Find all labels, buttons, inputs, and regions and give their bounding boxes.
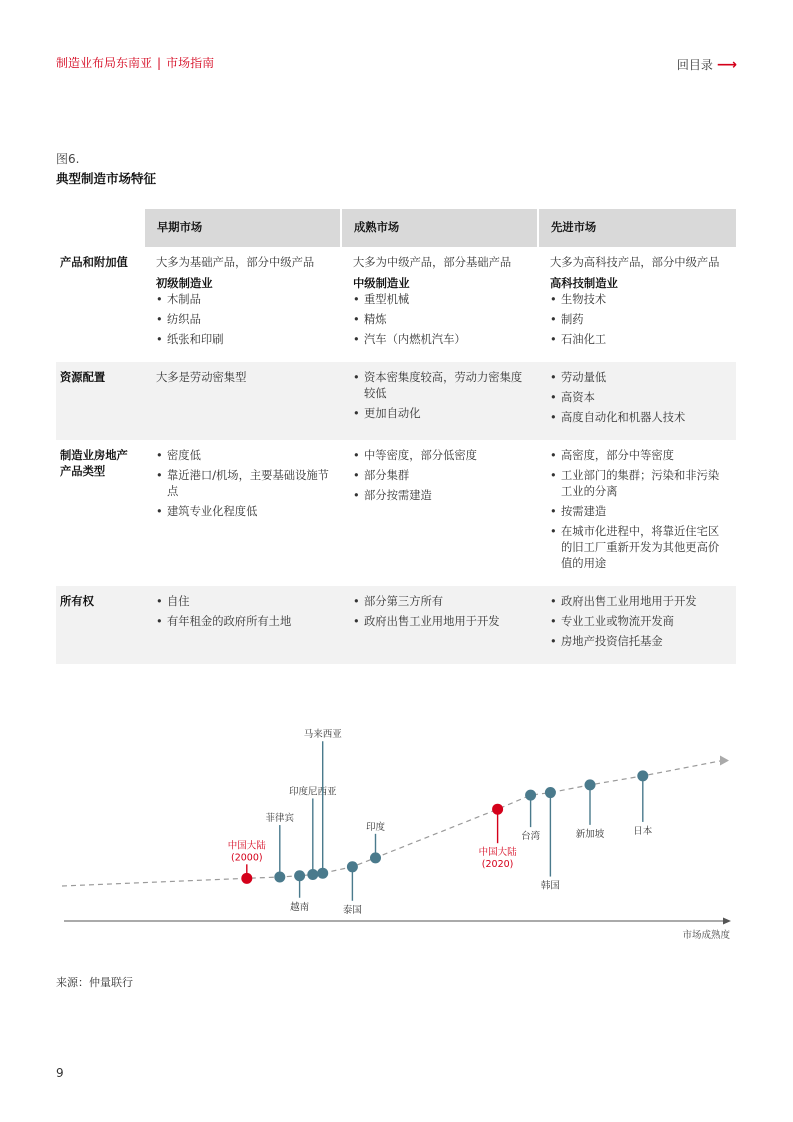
list-item: • 政府出售工业用地用于开发 xyxy=(353,614,526,630)
cell-subheading: 初级制造业 xyxy=(156,277,213,290)
table-cell xyxy=(144,247,341,362)
list-item: • 制药 xyxy=(550,312,724,328)
back-to-contents-link[interactable] xyxy=(677,56,737,73)
point-label: 印度 xyxy=(365,821,386,833)
cell-lead-text: 大多是劳动密集型 xyxy=(156,371,247,384)
list-item: • 有年租金的政府所有土地 xyxy=(156,614,329,630)
page-number: 9 xyxy=(56,1066,64,1080)
list-item: • 劳动量低 xyxy=(550,370,724,386)
list-item: • 部分集群 xyxy=(353,468,526,484)
list-item: • 自住 xyxy=(156,594,329,610)
table-cell xyxy=(538,247,736,362)
bullet-list xyxy=(353,594,526,630)
list-item: • 房地产投资信托基金 xyxy=(550,634,724,650)
table-row xyxy=(56,440,736,586)
data-point xyxy=(370,852,381,863)
list-item: • 工业部门的集群；污染和非污染工业的分离 xyxy=(550,468,724,500)
list-item: • 政府出售工业用地用于开发 xyxy=(550,594,724,610)
list-item: • 部分按需建造 xyxy=(353,488,526,504)
point-label: 中国大陆 xyxy=(478,847,517,859)
point-label: 中国大陆 xyxy=(227,840,266,852)
list-item: • 石油化工 xyxy=(550,332,724,348)
point-label: 韩国 xyxy=(540,880,560,892)
table-row xyxy=(56,362,736,440)
row-label: 产品和附加值 xyxy=(60,256,128,269)
bullet-list xyxy=(550,594,724,650)
section-title: 市场指南 xyxy=(166,56,215,70)
point-label: 泰国 xyxy=(342,904,362,916)
cell-lead-text: 大多为高科技产品，部分中级产品 xyxy=(550,256,720,269)
list-item: • 按需建造 xyxy=(550,504,724,520)
bullet-list xyxy=(353,370,526,422)
table-cell xyxy=(538,362,736,440)
header-separator: | xyxy=(157,56,162,70)
bullet-list xyxy=(550,448,724,572)
list-item: • 中等密度，部分低密度 xyxy=(353,448,526,464)
list-item: • 精炼 xyxy=(353,312,526,328)
data-point xyxy=(585,779,596,790)
table-cell xyxy=(538,586,736,664)
table-cell xyxy=(341,586,538,664)
maturity-curve xyxy=(62,761,722,886)
data-point xyxy=(307,869,318,880)
point-label: 马来西亚 xyxy=(303,729,342,741)
list-item: • 专业工业或物流开发商 xyxy=(550,614,724,630)
market-features-table xyxy=(56,209,736,664)
bullet-list xyxy=(156,292,329,348)
data-point xyxy=(294,870,305,881)
list-item: • 汽车（内燃机汽车） xyxy=(353,332,526,348)
list-item: • 生物技术 xyxy=(550,292,724,308)
list-item: • 纸张和印刷 xyxy=(156,332,329,348)
data-point xyxy=(545,787,556,798)
point-label: 日本 xyxy=(633,825,653,837)
data-point xyxy=(274,872,285,883)
cell-subheading: 高科技制造业 xyxy=(550,277,618,290)
table-cell xyxy=(538,440,736,586)
data-point xyxy=(492,804,503,815)
list-item: • 靠近港口/机场，主要基础设施节点 xyxy=(156,468,329,500)
figure-title: 典型制造市场特征 xyxy=(56,171,157,186)
document-title: 制造业布局东南亚 xyxy=(56,56,153,70)
table-corner xyxy=(56,209,144,247)
table-cell xyxy=(144,362,341,440)
point-label: 台湾 xyxy=(521,831,541,843)
list-item: • 高密度，部分中等密度 xyxy=(550,448,724,464)
table-cell xyxy=(144,586,341,664)
point-sublabel: (2000) xyxy=(231,852,263,864)
figure-label: 图6. xyxy=(56,152,80,166)
bullet-list xyxy=(550,370,724,426)
data-point xyxy=(317,868,328,879)
cell-lead-text: 大多为中级产品，部分基础产品 xyxy=(353,256,512,269)
market-maturity-chart xyxy=(0,700,793,950)
table-cell xyxy=(341,440,538,586)
table-cell xyxy=(341,362,538,440)
data-point xyxy=(525,790,536,801)
list-item: • 纺织品 xyxy=(156,312,329,328)
curve-arrow-icon xyxy=(720,756,729,766)
column-header: 先进市场 xyxy=(538,209,736,247)
list-item: • 密度低 xyxy=(156,448,329,464)
list-item: • 高资本 xyxy=(550,390,724,406)
point-label: 印度尼西亚 xyxy=(289,786,337,798)
bullet-list xyxy=(156,448,329,520)
data-point xyxy=(637,770,648,781)
document-header xyxy=(56,54,214,71)
point-label: 菲律宾 xyxy=(265,813,295,825)
list-item: • 更加自动化 xyxy=(353,406,526,422)
x-axis-label: 市场成熟度 xyxy=(682,930,730,941)
data-point xyxy=(241,873,252,884)
cell-subheading: 中级制造业 xyxy=(353,277,410,290)
list-item: • 高度自动化和机器人技术 xyxy=(550,410,724,426)
list-item: • 部分第三方所有 xyxy=(353,594,526,610)
column-header: 成熟市场 xyxy=(341,209,538,247)
bullet-list xyxy=(353,292,526,348)
back-to-contents-label: 回目录 xyxy=(676,58,713,72)
source-note: 来源：仲量联行 xyxy=(56,976,133,989)
row-label: 所有权 xyxy=(56,586,144,664)
row-label: 资源配置 xyxy=(56,362,144,440)
data-point xyxy=(347,861,358,872)
cell-lead-text: 大多为基础产品，部分中级产品 xyxy=(156,256,315,269)
table-cell xyxy=(144,440,341,586)
x-axis-arrow-icon xyxy=(723,918,731,925)
table-row xyxy=(56,247,736,362)
bullet-list xyxy=(156,594,329,630)
bullet-list xyxy=(353,448,526,504)
arrow-right-icon: ⟶ xyxy=(716,56,737,73)
table-header-row xyxy=(56,209,736,247)
list-item: • 建筑专业化程度低 xyxy=(156,504,329,520)
list-item: • 资本密集度较高，劳动力密集度较低 xyxy=(353,370,526,402)
table-row xyxy=(56,586,736,664)
point-label: 越南 xyxy=(290,901,310,913)
list-item: • 在城市化进程中，将靠近住宅区的旧工厂重新开发为其他更高价值的用途 xyxy=(550,524,724,572)
column-header: 早期市场 xyxy=(144,209,341,247)
bullet-list xyxy=(550,292,724,348)
point-label: 新加坡 xyxy=(575,828,605,840)
list-item: • 重型机械 xyxy=(353,292,526,308)
row-label: 制造业房地产产品类型 xyxy=(60,449,128,478)
table-cell xyxy=(341,247,538,362)
point-sublabel: (2020) xyxy=(481,859,514,871)
list-item: • 木制品 xyxy=(156,292,329,308)
